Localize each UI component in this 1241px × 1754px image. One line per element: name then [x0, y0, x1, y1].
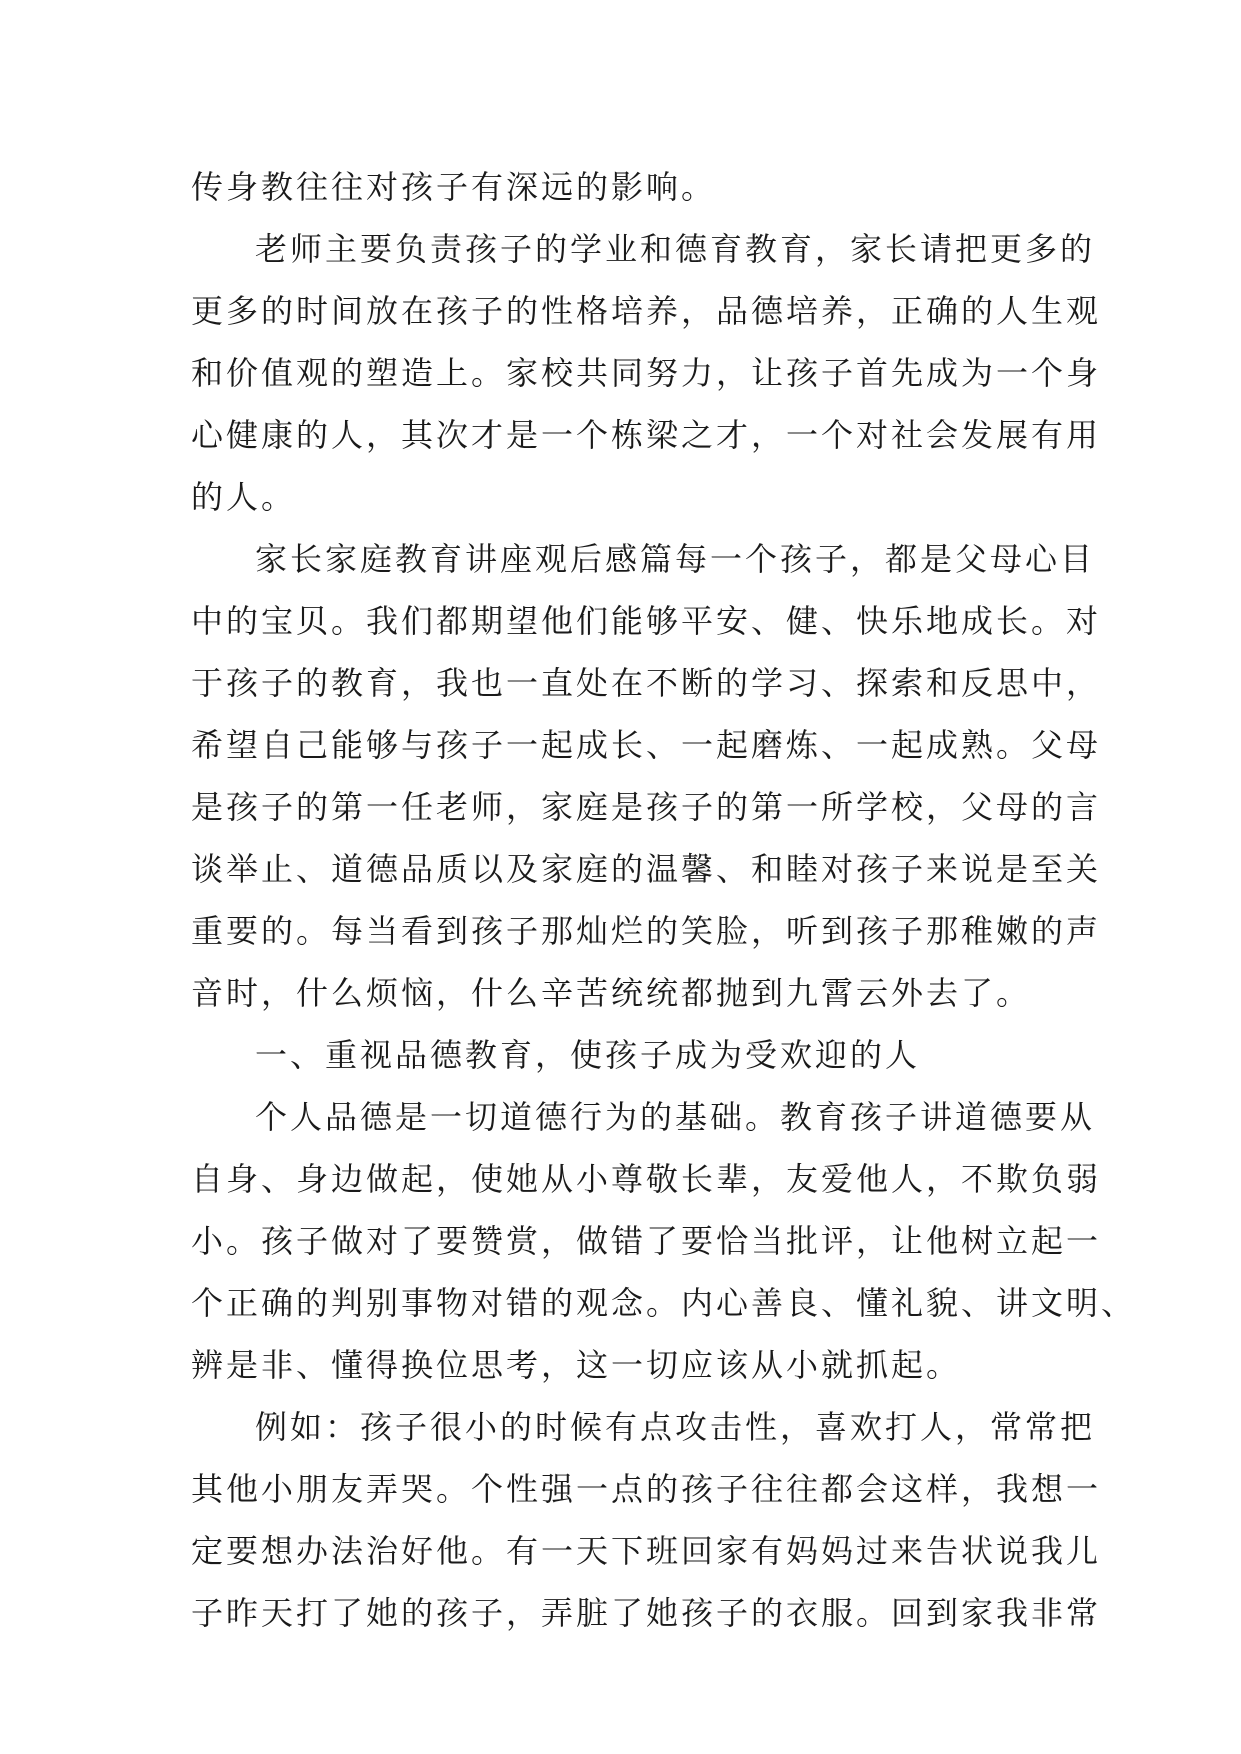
text-line: 小。孩子做对了要赞赏，做错了要恰当批评，让他树立起一 [191, 1222, 1102, 1260]
text-line: 例如：孩子很小的时候有点攻击性，喜欢打人，常常把 [255, 1408, 1096, 1446]
text-line: 老师主要负责孩子的学业和德育教育，家长请把更多的 [255, 230, 1096, 268]
text-line: 和价值观的塑造上。家校共同努力，让孩子首先成为一个身 [191, 354, 1102, 392]
text-line: 自身、身边做起，使她从小尊敬长辈，友爱他人，不欺负弱 [191, 1160, 1102, 1198]
text-line: 谈举止、道德品质以及家庭的温馨、和睦对孩子来说是至关 [191, 850, 1102, 888]
text-line: 传身教往往对孩子有深远的影响。 [191, 168, 717, 206]
text-line: 音时，什么烦恼，什么辛苦统统都抛到九霄云外去了。 [191, 974, 1032, 1012]
text-line: 的人。 [191, 478, 297, 516]
text-line: 心健康的人，其次才是一个栋梁之才，一个对社会发展有用 [191, 416, 1102, 454]
body-text [191, 156, 1137, 1644]
text-line: 家长家庭教育讲座观后感篇每一个孩子，都是父母心目 [255, 540, 1096, 578]
text-line: 个正确的判别事物对错的观念。内心善良、懂礼貌、讲文明、 [191, 1284, 1137, 1322]
text-line: 辨是非、懂得换位思考，这一切应该从小就抓起。 [191, 1346, 962, 1384]
text-line: 其他小朋友弄哭。个性强一点的孩子往往都会这样，我想一 [191, 1470, 1102, 1508]
section-heading: 一、重视品德教育，使孩子成为受欢迎的人 [255, 1036, 921, 1074]
text-line: 定要想办法治好他。有一天下班回家有妈妈过来告状说我儿 [191, 1532, 1102, 1570]
text-line: 中的宝贝。我们都期望他们能够平安、健、快乐地成长。对 [191, 602, 1102, 640]
text-line: 重要的。每当看到孩子那灿烂的笑脸，听到孩子那稚嫩的声 [191, 912, 1102, 950]
text-line: 是孩子的第一任老师，家庭是孩子的第一所学校，父母的言 [191, 788, 1102, 826]
text-line: 于孩子的教育，我也一直处在不断的学习、探索和反思中， [191, 664, 1102, 702]
text-line: 希望自己能够与孩子一起成长、一起磨炼、一起成熟。父母 [191, 726, 1102, 764]
text-line: 子昨天打了她的孩子，弄脏了她孩子的衣服。回到家我非常 [191, 1594, 1102, 1632]
text-line: 个人品德是一切道德行为的基础。教育孩子讲道德要从 [255, 1098, 1096, 1136]
text-line: 更多的时间放在孩子的性格培养，品德培养，正确的人生观 [191, 292, 1102, 330]
